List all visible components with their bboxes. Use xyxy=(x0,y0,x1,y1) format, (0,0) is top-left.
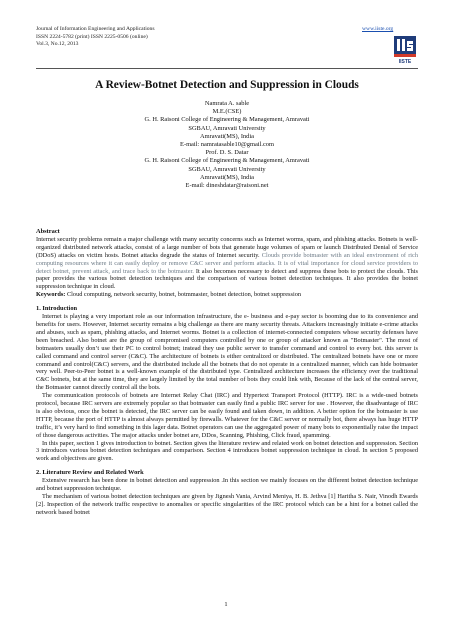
journal-header xyxy=(36,26,155,49)
section-paragraph: Extensive research has been done in botnet detection and suppression .In this section we mainly focuses on the different botnet detection technique and botnet suppression technique. xyxy=(36,477,418,493)
section-paragraph: In this paper, section 1 gives introduction to botnet. Section gives the literature review and related work on botnet detection and suppression. Section 3 introduces various botnet detection techniques and comparison. Section 4 introduces botnet suppression technique in cloud. In section 5 proposed work and objectives are given. xyxy=(36,439,418,463)
abstract-part-2: Clouds provide botmaster with an ideal environment of rich computing resources where it can easily deploy or remove C&C server and perform attacks. It is of vital importance for cloud service providers to detect botnet, prevent attack, and trace back to the botmaster. xyxy=(36,251,418,275)
section-heading-introduction: 1. Introduction xyxy=(36,305,78,313)
abstract-part-3: It also becomes necessary to detect and suppress these bots to protect the clouds. This paper provides the various botnet detection techniques and the comparison of various botnet detection techniques. It also provides the botnet suppression technique in cloud. xyxy=(36,267,419,291)
section-paragraph: The communication protocols of botnets are Internet Relay Chat (IRC) and Hypertext Transport Protocol (HTTP). IRC is a wide-used botnets protocol, because IRC servers are extremely popular so that botmaster can easily find a public IRC server for use . However, the disadvantage of IRC is also obvious, once the botnet is detected, the IRC server can be easily found and taken down, in addition. A better option for the botmaster is use HTTP, because the port of HTTP is almost always permitted by firewalls. Whatever for the C&C server or normally bot, there always has huge HTTP traffic, it’s very hard to find something in this lager data. Botnet operators can use the aggregated power of many bots to exponentially raise the impact of those dangerous activities. The major attacks under botnet are, DDos, Scanning, Phishing, Click fraud, spamming. xyxy=(36,392,418,439)
coauthor-location: Amravati(MS), India xyxy=(200,173,254,181)
journal-name: Journal of Information Engineering and Applications xyxy=(36,26,155,32)
author-university: SGBAU, Amravati University xyxy=(188,124,266,132)
author-location: Amravati(MS), India xyxy=(200,132,254,140)
abstract-part-1: Internet security problems remain a major challenge with many security concerns such as Internet worms, spam, and phishing attacks. Botnets is well-organized distributed network attacks, consist of a large number of bots that generate huge volumes of spam or launch Distributed Denial of Service (DDoS) attacks on victim hosts. Botnet attacks degrade the status of Internet security. xyxy=(36,235,418,259)
author-degree: M.E.(CSE) xyxy=(212,108,242,116)
journal-url-link[interactable]: www.iiste.org xyxy=(362,26,394,32)
section-paragraph: The mechanism of various botnet detection techniques are given by Jignesh Vania, Arvind Meniya, H. B. Jethva [1] Haritha S. Nair, Vinodh Ewards [2]. Inspection of the network traffic respective to anomalies or specific singularities of the IRC protocol which can be a hint for a botnet called the network based botnet xyxy=(36,493,418,516)
section-heading-literature-review: 2. Literature Review and Related Work xyxy=(36,469,144,477)
journal-issn: ISSN 2224-5782 (print) ISSN 2225-0506 (online) xyxy=(36,33,148,40)
coauthor-university: SGBAU, Amravati University xyxy=(188,165,266,173)
paper-title: A Review-Botnet Detection and Suppression in Clouds xyxy=(95,79,359,91)
abstract-heading: Abstract xyxy=(36,228,60,235)
coauthor-name: Prof. D. S. Datar xyxy=(205,149,249,157)
coauthor-college: G. H. Raisoni College of Engineering & Management, Amravati xyxy=(144,157,310,165)
header-rule xyxy=(36,68,418,69)
journal-volume: Vol.3, No.12, 2013 xyxy=(36,41,79,48)
page-number: 1 xyxy=(224,601,228,608)
iiste-logo xyxy=(392,34,418,64)
section-paragraph: Internet is playing a very important role as our information infrastructure, the e- business and e-pay sector is booming due to its convenience and benefits for users. However, Internet security remains a big challenge as there are many security threats. Attackers increasingly initiate e-crime attacks and abuses, such as spam, phishing attacks, and Internet worms. Botnet is a collection of internet-connected computers whose security defenses have been breached. Also botnet are the group of compromised computers controlled by one or group of attacker known as "Botmaster". The most of botmasters usually don’t use their PC to control botnet; instead they use public server to transfer command and control to every bot. this server is called command and control server (C&C). The architecture of botnets is either centralized or distributed. The centralized botnets have one or more command and control(C&C) servers, and the distributed include all the botnets that do not operate in a centralized manner, which can hide botmaster very well. Peer-to-Peer botnet is a well-known example of the distributed type. Centralized architecture increases the efficiency over the traditional C&C botnets, but at the same time, they are largely limited by the total number of bots they could link with, Because of the lack of the central server, the Botmaster cannot directly control all the bots. xyxy=(36,313,418,392)
svg-text:IISTE: IISTE xyxy=(398,59,412,64)
coauthor-email: E-mail: dineshdatar@raisoni.net xyxy=(185,182,269,190)
paper-body xyxy=(36,228,418,517)
author-name: Namrata A. sable xyxy=(204,100,250,107)
keywords-line xyxy=(36,291,418,299)
keywords-text: Cloud computing, network security, botnet, botmmaster, botnet detection, botnet suppression xyxy=(65,291,301,299)
author-block xyxy=(36,100,418,190)
author-college: G. H. Raisoni College of Engineering & Management, Amravati xyxy=(144,116,310,124)
author-email: E-mail: namratasable10@gmail.com xyxy=(180,141,274,149)
keywords-label: Keywords: xyxy=(36,291,66,299)
abstract-text xyxy=(36,236,418,291)
